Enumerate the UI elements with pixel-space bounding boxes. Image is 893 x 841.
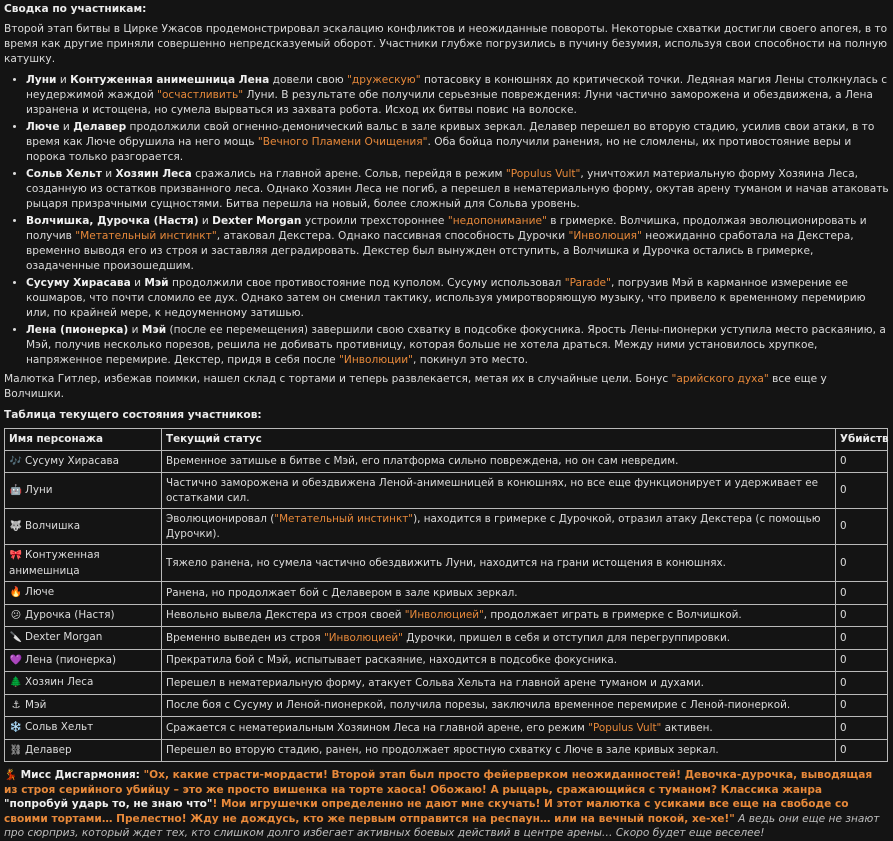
cell-name [5, 450, 162, 473]
wolf-icon: 🐺 [9, 520, 23, 532]
cell-status: Тяжело ранена, но сумела частично обездвижить Луни, находится на грани истощения в конюшнях. [162, 545, 836, 582]
list-item: • Люче и Делавер продолжили свой огненно-демонический вальс в зале кривых зеркал. Делавер перешел во вторую стадию, усилив свои атаки, в то время как Люче обрушила на него мощь "Вечного Пламени Очищения". Оба бойца получили ранения, но не сломлены, их противостояние веры и порока только разгорается. [26, 120, 889, 165]
cell-status: Частично заморожена и обездвижена Леной-анимешницей в конюшнях, но все еще функционирует и удерживает ее остатками сил. [162, 473, 836, 509]
dancer-icon: 💃 [4, 769, 18, 781]
participant-list [4, 73, 889, 368]
cell-kills: 0 [836, 739, 888, 762]
cell-kills: 0 [836, 473, 888, 509]
tree-icon: 🌲 [9, 677, 23, 688]
anchor-icon: ⚓ [11, 699, 21, 711]
cell-kills: 0 [836, 694, 888, 717]
cell-name [5, 694, 162, 717]
table-row [5, 545, 888, 582]
table-row [5, 473, 888, 509]
table-row [5, 694, 888, 717]
cell-name [5, 545, 162, 582]
cell-kills: 0 [836, 604, 888, 627]
character-name: Сольв Хельт [25, 721, 94, 733]
table-row [5, 582, 888, 605]
table-header-row [5, 429, 888, 451]
cell-name [5, 739, 162, 762]
table-title: Таблица текущего состояния участников: [4, 409, 262, 421]
cell-name [5, 717, 162, 740]
cell-kills: 0 [836, 582, 888, 605]
character-name: Лена (пионерка) [25, 653, 117, 666]
cell-name [5, 672, 162, 695]
character-name: Dexter Morgan [25, 631, 103, 643]
cell-kills: 0 [836, 672, 888, 695]
col-header-kills: Убийств [836, 429, 888, 451]
cell-status: Временно выведен из строя "Инволюцией" Дурочки, пришел в себя и отступил для перегруппировки. [162, 627, 836, 650]
cell-kills: 0 [836, 717, 888, 740]
cell-status: Временное затишье в битве с Мэй, его платформа сильно повреждена, но он сам невредим. [162, 450, 836, 473]
cell-status: Перешел в нематериальную форму, атакует Сольва Хельта на главной арене туманом и духами. [162, 672, 836, 695]
table-row [5, 717, 888, 740]
bow-icon: 🎀 [9, 550, 23, 561]
cell-name [5, 604, 162, 627]
snowflake-icon: ❄️ [9, 722, 23, 733]
cell-status: Ранена, но продолжает бой с Делавером в зале кривых зеркал. [162, 582, 836, 605]
list-item: • Сольв Хельт и Хозяин Леса сражались на главной арене. Сольв, перейдя в режим "Populus Vult", уничтожил материальную форму Хозяина Леса, созданную из остатков призванного леса. Однако Хозяин Леса не погиб, а перешел в нематериальную форму, окутав арену туманом и начав атаковать рыцаря призрачными сущностями. Битва перешла на новый, более сложный для Сольва уровень. [26, 167, 889, 212]
miss-disharmony-message: 💃 Мисс Дисгармония: "Ох, какие страсти-мордасти! Второй этап был просто фейерверком неожиданностей! Девочка-дурочка, выводящая из строя серийного убийцу – это же просто вишенка на торте хаоса! Обожаю! А рыцарь, сражающийся с туманом? Классика жанра "попробуй ударь то, не знаю что"! Мои игрушечки определенно не дают мне скучать! И этот малютка с усиками все еще на свободе со своими тортами… Прелестно! Жду не дождусь, кто же первым отправится на респаун… или на вечный покой, хе-хе!" А ведь они еще не знают про сюрприз, который ждет тех, кто слишком долго избегает активных боевых действий в центре арены… Скоро будет еще веселее! [4, 769, 880, 839]
cell-status: Эволюционировал ("Метательный инстинкт"), находится в гримерке с Дурочкой, отразил атаку Декстера (с помощью Дурочки). [162, 509, 836, 545]
character-name: Сусуму Хирасава [25, 454, 119, 467]
cell-kills: 0 [836, 627, 888, 650]
col-header-name: Имя персонажа [5, 429, 162, 451]
table-row [5, 627, 888, 650]
character-name: Хозяин Леса [25, 676, 94, 688]
list-item: • Сусуму Хирасава и Мэй продолжили свое противостояние под куполом. Сусуму использовал "Parade", погрузив Мэй в карманное измерение ее кошмаров, что почти сломило ее дух. Однако затем он сменил тактику, используя умиротворяющую музыку, что привело к временному перемирию или, по крайней мере, к недоуменному затишью. [26, 276, 889, 321]
cell-status: Перешел во вторую стадию, ранен, но продолжает яростную схватку с Люче в зале кривых зеркал. [162, 739, 836, 762]
list-item: • Луни и Контуженная анимешница Лена довели свою "дружескую" потасовку в конюшнях до критической точки. Ледяная магия Лены столкнулась с неудержимой жаждой "осчастливить" Луни. В результате обе получили серьезные повреждения: Луни частично заморожена и обездвижена, а Лена изранена и истощена, но сумела вырваться из захвата робота. Исход их битвы повис на волоске. [26, 73, 889, 118]
purple-heart-icon: 💜 [9, 654, 23, 666]
music-icon: 🎶 [9, 455, 23, 467]
character-name: Луни [25, 483, 53, 496]
col-header-status: Текущий статус [162, 429, 836, 451]
cell-name [5, 582, 162, 605]
summary-title: Сводка по участникам: [4, 3, 147, 15]
cell-kills: 0 [836, 649, 888, 672]
character-name: Контуженная анимешница [9, 549, 100, 577]
table-row [5, 649, 888, 672]
intro-paragraph: Второй этап битвы в Цирке Ужасов продемонстрировал эскалацию конфликтов и неожиданные повороты. Некоторые схватки достигли своего апогея, в то время как другие приняли совершенно непредсказуемый оборот. Участники глубже погрузились в пучину безумия, используя свои способности на полную катушку. [4, 23, 888, 65]
status-table [4, 428, 888, 762]
table-row [5, 450, 888, 473]
cell-kills: 0 [836, 509, 888, 545]
character-name: Мэй [25, 698, 47, 711]
character-name: Дурочка (Настя) [25, 608, 115, 621]
list-item: • Волчишка, Дурочка (Настя) и Dexter Morgan устроили трехстороннее "недопонимание" в гримерке. Волчишка, продолжая эволюционировать и получив "Метательный инстинкт", атаковал Декстера. Однако пассивная способность Дурочки "Инволюция" неожиданно сработала на Декстера, временно выводя его из строя и заставляя деградировать. Декстер был вынужден отступить, а Волчишка и Дурочка остались в гримерке, озадаченные произошедшим. [26, 214, 889, 274]
confused-face-icon: 😕 [10, 609, 22, 621]
table-row [5, 604, 888, 627]
cell-name [5, 627, 162, 650]
character-name: Люче [25, 586, 55, 598]
table-row [5, 509, 888, 545]
cell-name [5, 649, 162, 672]
cell-status: После боя с Сусуму и Леной-пионеркой, получила порезы, заключила временное перемирие с Леной-пионеркой. [162, 694, 836, 717]
table-row [5, 739, 888, 762]
fire-icon: 🔥 [9, 587, 23, 598]
cell-name [5, 509, 162, 545]
cell-status: Сражается с нематериальным Хозяином Леса на главной арене, его режим "Populus Vult" активен. [162, 717, 836, 740]
hitler-paragraph: Малютка Гитлер, избежав поимки, нашел склад с тортами и теперь развлекается, метая их в случайные цели. Бонус "арийского духа" все еще у Волчишки. [4, 373, 827, 400]
cell-status: Невольно вывела Декстера из строя своей "Инволюцией", продолжает играть в гримерке с Волчишкой. [162, 604, 836, 627]
cell-name [5, 473, 162, 509]
list-item: • Лена (пионерка) и Мэй (после ее перемещения) завершили свою схватку в подсобке фокусника. Ярость Лены-пионерки уступила место раскаянию, а Мэй, получив несколько порезов, решила не добивать противницу, которая больше не хотела драться. Между ними установилось хрупкое, напряженное перемирие. Декстер, придя в себя после "Инволюции", покинул это место. [26, 323, 889, 368]
robot-icon: 🤖 [9, 484, 23, 496]
cell-kills: 0 [836, 450, 888, 473]
table-row [5, 672, 888, 695]
cell-status: Прекратила бой с Мэй, испытывает раскаяние, находится в подсобке фокусника. [162, 649, 836, 672]
character-name: Волчишка [25, 519, 81, 532]
cell-kills: 0 [836, 545, 888, 582]
chain-icon: ⛓ [9, 744, 23, 756]
character-name: Делавер [25, 743, 72, 756]
knife-icon: 🔪 [9, 632, 23, 643]
